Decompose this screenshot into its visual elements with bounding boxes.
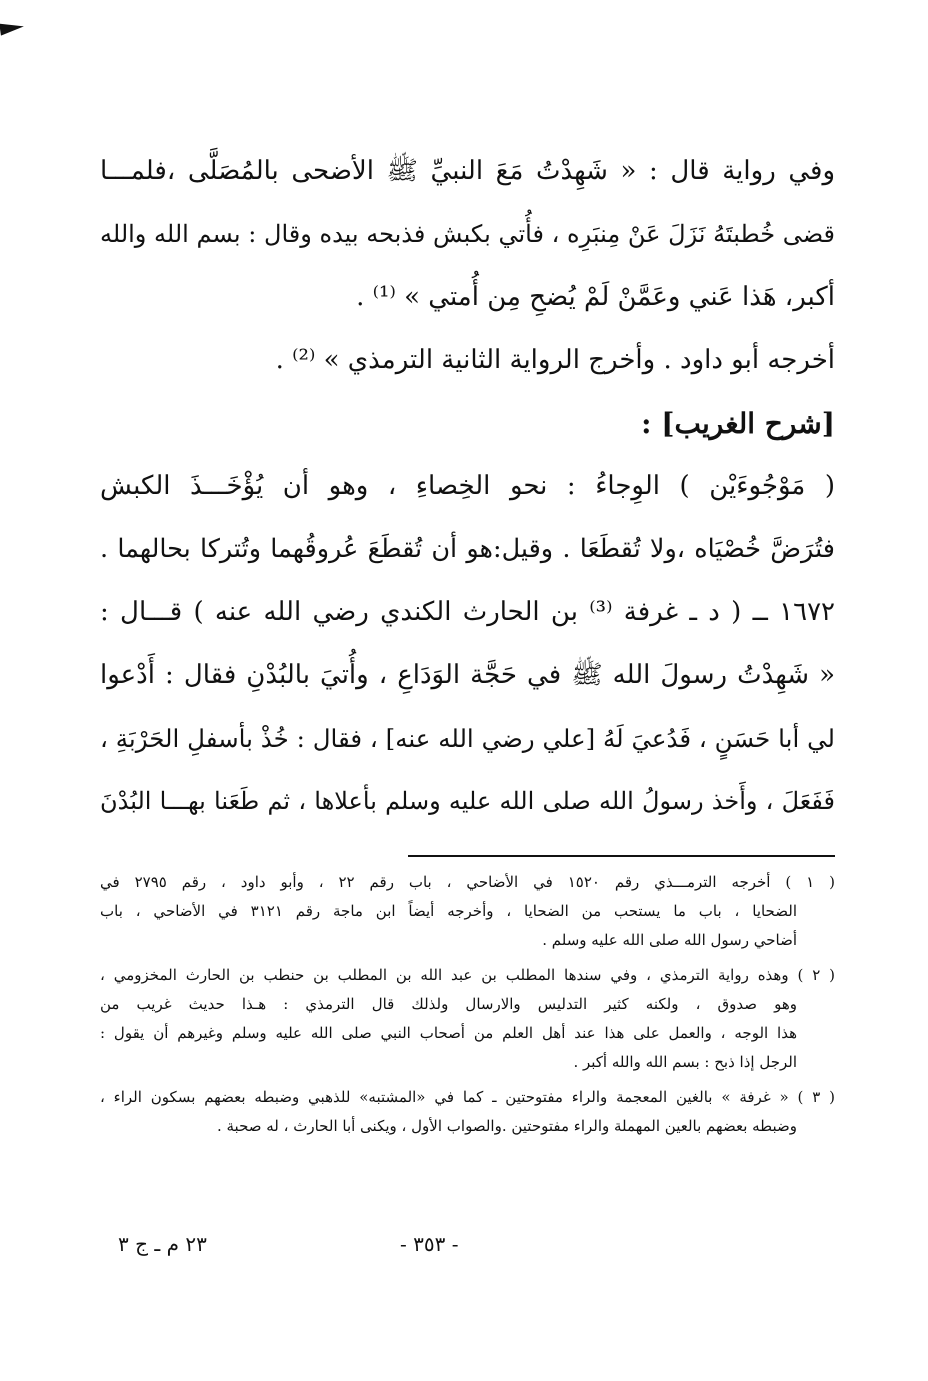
corner-mark: [0, 20, 25, 35]
footnote-line: وهو صدوق ، ولكنه كثير التدليس والارسال ولذلك قال الترمذي : هـذا حديث غريب من: [100, 995, 797, 1013]
hadith-heading: ١٦٧٢ ــ ( د ـ غرفة ⁽³⁾ بن الحارث الكندي رضي الله عنه ) قـــال :: [100, 597, 836, 627]
footnote-2: [100, 961, 835, 1077]
signature-mark: ٢٣ م ـ ج ٣: [118, 1232, 207, 1256]
footnote-line: الرجل إذا ذبح : بسم الله والله أكبر .: [573, 1053, 797, 1071]
footnote-line: ( ٣ ) « غرفة » بالغين المعجمة والراء مفتوحتين ـ كما في «المشتبه» للذهبي وضبطه بعضهم بسكون الراء ،: [100, 1088, 835, 1106]
text-line: « شَهِدْتُ رسولَ الله ﷺ في حَجَّة الوَدَاعِ ، وأُتيَ بالبُدْنِ فقال : أَدْعوا: [100, 660, 835, 690]
text-line: أكبر، هَذا عَني وعَمَّنْ لَمْ يُضحِ مِن أُمتي » ⁽¹⁾ .: [356, 282, 835, 312]
footnote-line: أضاحي رسول الله صلى الله عليه وسلم .: [542, 931, 797, 949]
footnotes: [100, 868, 835, 1141]
text-line: فَفَعَلَ ، وأَخذ رسولُ الله صلى الله عليه وسلم بأعلاها ، ثم طَعَنا بهـــا البُدْنَ: [100, 787, 835, 815]
footnote-1: [100, 868, 835, 955]
footnote-line: وضبطه بعضهم بالعين المهملة والراء مفتوحتين .والصواب الأول ، ويكنى أبا الحارث ، له صحبة .: [216, 1117, 797, 1135]
text-line: فتُرَضَّ خُصْيَاه ،ولا تُقطَعَا . وقيل:هو أن تُقطَعَ عُروقُهما وتُتركا بحالهما .: [100, 534, 835, 564]
footnote-3: [100, 1083, 835, 1141]
text-line: ( مَوْجُوءَيْن ) الوِجاءُ : نحو الخِصاءِ ، وهو أن يُؤْخَـــذَ الكبش: [100, 471, 835, 501]
main-text: [100, 140, 835, 833]
text-line: قضى خُطبتَهُ نَزَلَ عَنْ مِنبَرِه ، فأُتي بكبش فذبحه بيده وقال : بسم الله والله: [100, 220, 835, 248]
footnote-line: هذا الوجه ، والعمل على هذا عند أهل العلم من أصحاب النبي صلى الله عليه وسلم وغيرهم أن يقول :: [100, 1024, 797, 1042]
text-line: لي أبا حَسَنٍ ، فَدُعيَ لَهُ [علي رضي الله عنه] ، فقال : خُذْ بأسفلِ الحَرْبَةِ ،: [100, 724, 835, 753]
footnote-line: الضحايا ، باب ما يستحب من الضحايا ، وأخرجه أيضاً ابن ماجة رقم ٣١٢١ في الأضاحي ، باب: [100, 902, 797, 920]
footnote-line: ( ١ ) أخرجه الترمـــذي رقم ١٥٢٠ في الأضاحي ، باب رقم ٢٢ ، وأبو داود ، رقم ٢٧٩٥ في: [100, 873, 836, 891]
text-line: وفي رواية قال : « شَهِدْتُ مَعَ النبيِّ ﷺ الأضحى بالمُصَلَّى ،فلمـــا: [100, 156, 835, 186]
section-heading: [شرح الغريب] :: [641, 407, 835, 440]
footnote-line: ( ٢ ) وهذه رواية الترمذي ، وفي سندها المطلب بن عبد الله بن المطلب بن حنطب بن الحارث المخزومي ،: [100, 966, 835, 984]
footnote-divider: [408, 855, 835, 857]
text-line: أخرجه أبو داود . وأخرج الرواية الثانية الترمذي » ⁽²⁾ .: [275, 345, 835, 375]
page-number: - ٣٥٣ -: [400, 1232, 459, 1256]
